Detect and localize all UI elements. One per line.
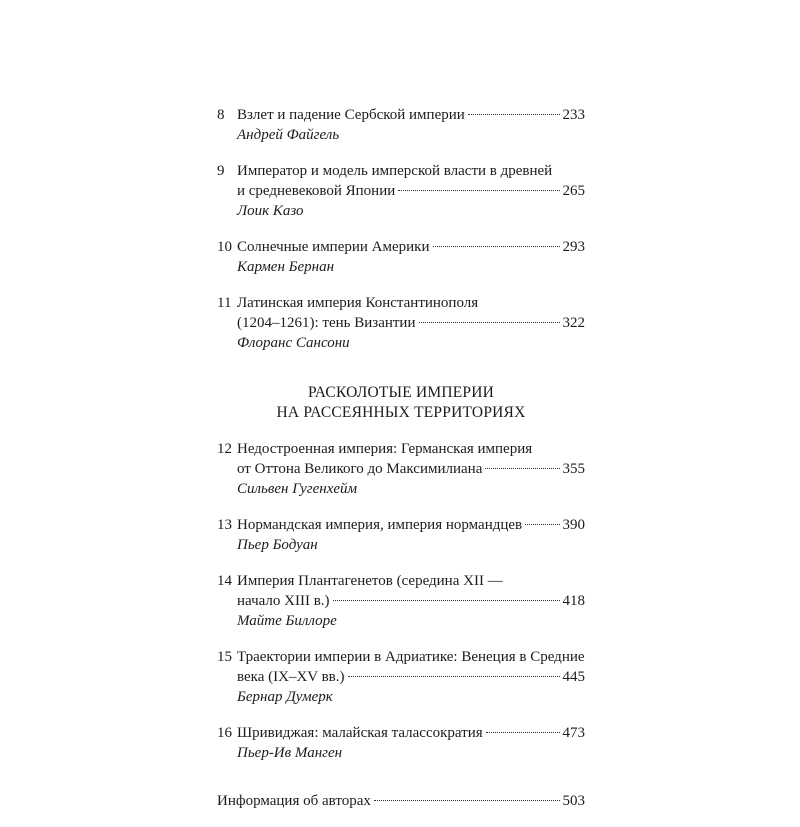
table-of-contents bbox=[217, 105, 585, 827]
chapter-title-line bbox=[237, 591, 585, 611]
chapter-title: Император и модель имперской власти в древней bbox=[237, 163, 553, 179]
page-number: 322 bbox=[562, 315, 585, 331]
page-number: 503 bbox=[562, 793, 585, 809]
toc-entry-11[interactable] bbox=[217, 293, 585, 353]
page-number: 355 bbox=[562, 461, 585, 477]
chapter-author: Пьер-Ив Манген bbox=[237, 745, 343, 761]
chapter-number: 10 bbox=[217, 239, 232, 255]
chapter-author: Кармен Бернан bbox=[237, 259, 335, 275]
leader-dots bbox=[525, 524, 559, 525]
toc-entry-8[interactable] bbox=[217, 105, 585, 145]
chapter-author: Пьер Бодуан bbox=[237, 537, 318, 553]
chapter-title-line bbox=[237, 105, 585, 125]
chapter-title: Латинская империя Константинополя bbox=[237, 295, 479, 311]
chapter-title-line bbox=[237, 459, 585, 479]
leader-dots bbox=[333, 600, 560, 601]
leader-dots bbox=[419, 322, 560, 323]
chapter-title-end: (1204–1261): тень Византии bbox=[237, 315, 416, 331]
chapter-number: 11 bbox=[217, 295, 232, 311]
section-heading-line-2: НА РАССЕЯННЫХ ТЕРРИТОРИЯХ bbox=[276, 404, 526, 421]
chapter-title: Шривиджая: малайская талассократия bbox=[237, 725, 483, 741]
page-number: 265 bbox=[562, 183, 585, 199]
chapter-title-line bbox=[237, 723, 585, 743]
chapter-number: 8 bbox=[217, 107, 225, 123]
page-number: 473 bbox=[562, 725, 585, 741]
chapter-title: Траектории империи в Адриатике: Венеция в Средние bbox=[237, 649, 585, 665]
chapter-author: Флоранс Сансони bbox=[237, 335, 350, 351]
toc-entry-authors-info[interactable] bbox=[217, 791, 585, 811]
chapter-title: Солнечные империи Америки bbox=[237, 239, 430, 255]
chapter-number: 12 bbox=[217, 441, 232, 457]
chapter-title-line bbox=[237, 313, 585, 333]
toc-entry-12[interactable] bbox=[217, 439, 585, 499]
chapter-number: 13 bbox=[217, 517, 232, 533]
page-number: 445 bbox=[562, 669, 585, 685]
leader-dots bbox=[398, 190, 559, 191]
chapter-title: Информация об авторах bbox=[217, 793, 371, 809]
chapter-title-line bbox=[237, 237, 585, 257]
page-number: 233 bbox=[562, 107, 585, 123]
leader-dots bbox=[486, 732, 560, 733]
chapter-number: 9 bbox=[217, 163, 225, 179]
toc-entry-14[interactable] bbox=[217, 571, 585, 631]
toc-entry-9[interactable] bbox=[217, 161, 585, 221]
page-number: 418 bbox=[562, 593, 585, 609]
chapter-author: Бернар Думерк bbox=[237, 689, 333, 705]
leader-dots bbox=[374, 800, 560, 801]
toc-entry-16[interactable] bbox=[217, 723, 585, 763]
chapter-number: 15 bbox=[217, 649, 232, 665]
chapter-number: 16 bbox=[217, 725, 232, 741]
chapter-title-line bbox=[237, 667, 585, 687]
page-number: 390 bbox=[562, 517, 585, 533]
chapter-author: Сильвен Гугенхейм bbox=[237, 481, 358, 497]
chapter-title-line bbox=[217, 791, 585, 811]
chapter-title-end: и средневековой Японии bbox=[237, 183, 396, 199]
chapter-author: Лоик Казо bbox=[237, 203, 304, 219]
chapter-title: Империя Плантагенетов (середина XII — bbox=[237, 573, 503, 589]
chapter-title-line bbox=[237, 181, 585, 201]
chapter-title-end: начало XIII в.) bbox=[237, 593, 330, 609]
chapter-title: Недостроенная империя: Германская империя bbox=[237, 441, 533, 457]
chapter-title: Нормандская империя, империя нормандцев bbox=[237, 517, 523, 533]
chapter-title-end: от Оттона Великого до Максимилиана bbox=[237, 461, 483, 477]
chapter-title-line bbox=[237, 515, 585, 535]
chapter-author: Андрей Файгель bbox=[237, 127, 340, 143]
toc-entry-15[interactable] bbox=[217, 647, 585, 707]
chapter-title: Взлет и падение Сербской империи bbox=[237, 107, 465, 123]
chapter-number: 14 bbox=[217, 573, 232, 589]
chapter-author: Майте Биллоре bbox=[237, 613, 337, 629]
leader-dots bbox=[348, 676, 560, 677]
leader-dots bbox=[433, 246, 560, 247]
toc-entry-13[interactable] bbox=[217, 515, 585, 555]
toc-entry-10[interactable] bbox=[217, 237, 585, 277]
chapter-title-end: века (IX–XV вв.) bbox=[237, 669, 345, 685]
section-heading-line-1: РАСКОЛОТЫЕ ИМПЕРИИ bbox=[307, 384, 495, 401]
leader-dots bbox=[485, 468, 559, 469]
leader-dots bbox=[468, 114, 560, 115]
section-heading bbox=[217, 383, 585, 423]
page-number: 293 bbox=[562, 239, 585, 255]
